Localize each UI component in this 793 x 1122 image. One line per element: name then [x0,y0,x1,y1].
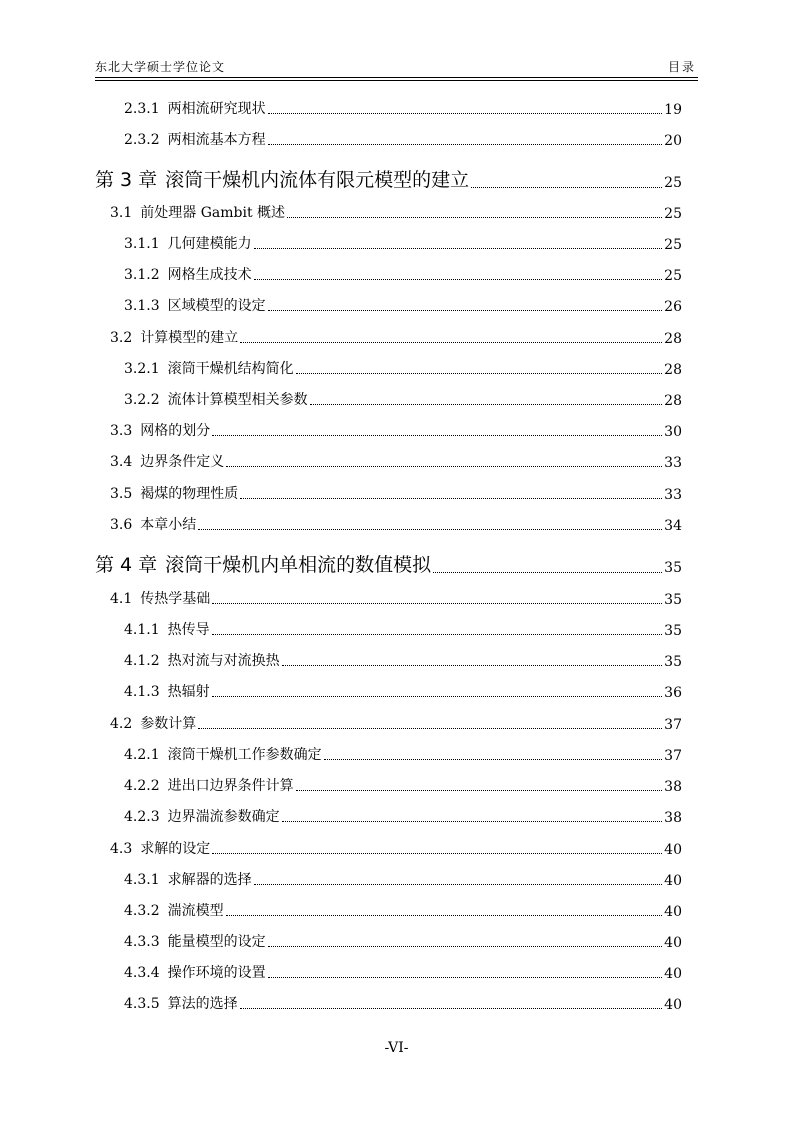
toc-entry-title [124,993,238,1013]
toc-page-number: 25 [664,175,682,191]
toc-leader-dots [212,853,662,854]
toc-page-number: 35 [664,592,682,608]
toc-entry [0,127,793,149]
toc-entry-text: 进出口边界条件计算 [167,778,294,794]
toc-entry-title [124,98,266,118]
toc-leader-dots [282,821,663,822]
toc-leader-dots [268,977,663,978]
toc-entry-number: 3.6 [110,517,133,533]
toc-entry [0,617,793,639]
toc-leader-dots [268,113,663,114]
toc-leader-dots [240,498,662,499]
toc-page-number: 40 [664,966,682,982]
toc-entry-number: 4.1.2 [124,653,160,669]
toc-entry-text: 区域模型的设定 [167,298,266,314]
toc-page-number: 40 [664,873,682,889]
toc-entry [0,773,793,795]
toc-entry-number: 4.3.3 [124,934,160,950]
toc-leader-dots [254,279,663,280]
toc-entry-text: 计算模型的建立 [140,330,239,346]
page-number: -VI- [384,1040,409,1056]
toc-entry [0,356,793,378]
toc-entry-number: 3.2 [110,330,133,346]
toc-entry [0,325,793,347]
toc-entry [0,929,793,951]
toc-entry [0,512,793,534]
toc-page-number: 25 [664,237,682,253]
toc-entry-text: 前处理器 Gambit 概述 [140,205,286,221]
toc-leader-dots [254,248,663,249]
toc-entry [0,960,793,982]
toc-entry-number: 3.1 [110,205,133,221]
toc-entry-text: 网格生成技术 [167,267,252,283]
toc-entry-number: 3.2.2 [124,392,160,408]
toc-leader-dots [324,759,663,760]
toc-entry [0,991,793,1013]
toc-leader-dots [198,728,662,729]
toc-entry-text: 边界湍流参数确定 [167,809,280,825]
toc-entry-title [124,775,294,795]
toc-entry-title [95,165,469,192]
toc-entry-number: 第 4 章 [95,554,158,576]
toc-entry [0,867,793,889]
toc-entry-title [124,358,294,378]
toc-entry-text: 网格的划分 [140,423,211,439]
toc-entry-number: 4.3.5 [124,996,160,1012]
toc-entry-title [124,869,252,889]
toc-entry-text: 褐煤的物理性质 [140,486,239,502]
toc-entry [0,200,793,222]
toc-page-number: 19 [664,102,682,118]
toc-entry-text: 操作环境的设置 [167,965,266,981]
header-thesis-title: 东北大学硕士学位论文 [95,60,226,74]
toc-entry [0,387,793,409]
toc-page-number: 33 [664,455,682,471]
toc-page-number: 34 [664,518,682,534]
toc-leader-dots [296,790,663,791]
toc-entry-number: 2.3.2 [124,132,160,148]
toc-entry-title [124,900,224,920]
toc-entry-title [124,931,266,951]
toc-leader-dots [287,217,662,218]
toc-entry [0,418,793,440]
running-header [95,56,698,76]
toc-entry-text: 两相流基本方程 [167,132,266,148]
header-rule [95,77,698,81]
toc-entry-number: 3.3 [110,423,133,439]
toc-page-number: 20 [664,133,682,149]
toc-entry-number: 第 3 章 [95,169,158,191]
toc-entry-number: 3.1.3 [124,298,160,314]
toc-leader-dots [198,529,662,530]
toc-entry-text: 本章小结 [140,517,197,533]
toc-entry [0,836,793,858]
toc-chapter-entry [0,166,793,192]
toc-leader-dots [296,373,663,374]
toc-entry-text: 边界条件定义 [140,454,225,470]
toc-entry-number: 4.3.1 [124,872,160,888]
toc-page-number: 30 [664,424,682,440]
toc-entry [0,898,793,920]
toc-leader-dots [268,946,663,947]
toc-page-number: 28 [664,362,682,378]
toc-page-number: 40 [664,935,682,951]
toc-entry [0,231,793,253]
toc-page-number: 37 [664,748,682,764]
header-section-title: 目录 [667,60,696,74]
toc-entry-title [124,744,322,764]
toc-entry [0,293,793,315]
toc-entry-number: 4.3 [110,841,133,857]
toc-leader-dots [226,466,662,467]
toc-page-number: 35 [664,654,682,670]
toc-entry-title [124,129,266,149]
toc-entry [0,449,793,471]
toc-entry-title [110,483,238,503]
toc-leader-dots [254,884,663,885]
toc-leader-dots [240,342,662,343]
toc-page-number: 40 [664,904,682,920]
toc-entry-number: 4.1 [110,591,133,607]
toc-entry-text: 参数计算 [140,716,197,732]
toc-entry [0,742,793,764]
toc-entry-number: 4.1.1 [124,622,160,638]
toc-entry-title [110,451,224,471]
toc-entry-text: 求解的设定 [140,841,211,857]
toc-entry-title [110,713,196,733]
toc-leader-dots [212,634,663,635]
toc-leader-dots [212,603,662,604]
toc-page-number: 38 [664,810,682,826]
toc-page-number: 25 [664,268,682,284]
toc-entry-title [110,327,238,347]
toc-leader-dots [226,915,663,916]
toc-entry [0,481,793,503]
toc-entry-title [124,389,308,409]
toc-entry-text: 几何建模能力 [167,236,252,252]
toc-entry-text: 滚筒干燥机结构简化 [167,361,294,377]
toc-entry-text: 求解器的选择 [167,872,252,888]
toc-leader-dots [212,696,663,697]
toc-entry-title [110,514,196,534]
toc-entry-title [124,264,252,284]
toc-entry-title [110,588,210,608]
toc-entry [0,711,793,733]
toc-entry-text: 传热学基础 [140,591,211,607]
toc-entry-number: 2.3.1 [124,101,160,117]
toc-entry-number: 3.2.1 [124,361,160,377]
toc-entry [0,804,793,826]
toc-page-number: 25 [664,206,682,222]
toc-entry-title [124,962,266,982]
toc-entry-number: 4.3.2 [124,903,160,919]
toc-leader-dots [310,404,663,405]
toc-page-number: 26 [664,299,682,315]
toc-entry [0,679,793,701]
toc-page-number: 37 [664,717,682,733]
toc-entry-number: 4.1.3 [124,684,160,700]
toc-entry-number: 4.2 [110,716,133,732]
toc-entry-title [124,619,210,639]
toc-entry-text: 算法的选择 [167,996,238,1012]
toc-leader-dots [240,1008,663,1009]
toc-page-number: 36 [664,685,682,701]
toc-entry-title [124,650,280,670]
toc-leader-dots [282,665,663,666]
toc-page-number: 38 [664,779,682,795]
toc-entry-number: 4.2.1 [124,747,160,763]
toc-entry-number: 3.4 [110,454,133,470]
toc-entry-text: 滚筒干燥机内单相流的数值模拟 [165,554,432,576]
toc-entry-text: 两相流研究现状 [167,101,266,117]
toc-entry-title [124,681,210,701]
toc-entry-text: 热辐射 [167,684,210,700]
toc-entry-text: 滚筒干燥机内流体有限元模型的建立 [165,169,470,191]
toc-leader-dots [268,144,663,145]
toc-leader-dots [212,435,662,436]
toc-entry-number: 4.3.4 [124,965,160,981]
toc-entry-number: 4.2.3 [124,809,160,825]
toc-entry-title [110,420,210,440]
toc-entry [0,96,793,118]
toc-entry-text: 滚筒干燥机工作参数确定 [167,747,322,763]
toc-entry-text: 热对流与对流换热 [167,653,280,669]
toc-entry-title [124,233,252,253]
toc-entry-number: 3.1.1 [124,236,160,252]
toc-entry-title [124,806,280,826]
toc-page-number: 35 [664,560,682,576]
toc-page-number: 35 [664,623,682,639]
toc-entry-number: 3.1.2 [124,267,160,283]
toc-leader-dots [433,572,662,573]
toc-page-number: 33 [664,487,682,503]
toc-chapter-entry [0,551,793,577]
toc-entry-title [110,838,210,858]
toc-entry [0,586,793,608]
toc-entry-text: 能量模型的设定 [167,934,266,950]
toc-entry-title [124,295,266,315]
toc-entry [0,648,793,670]
toc-entry-text: 热传导 [167,622,210,638]
toc-page-number: 40 [664,997,682,1013]
toc-entry-title [95,550,431,577]
toc-page-number: 28 [664,393,682,409]
toc-entry-title [110,202,285,222]
toc-entry-text: 湍流模型 [167,903,224,919]
toc-leader-dots [268,310,663,311]
toc-entry [0,262,793,284]
toc-leader-dots [471,187,662,188]
toc-page-number: 40 [664,842,682,858]
toc-entry-number: 3.5 [110,486,133,502]
toc-entry-text: 流体计算模型相关参数 [167,392,308,408]
toc-page-number: 28 [664,331,682,347]
toc-entry-number: 4.2.2 [124,778,160,794]
